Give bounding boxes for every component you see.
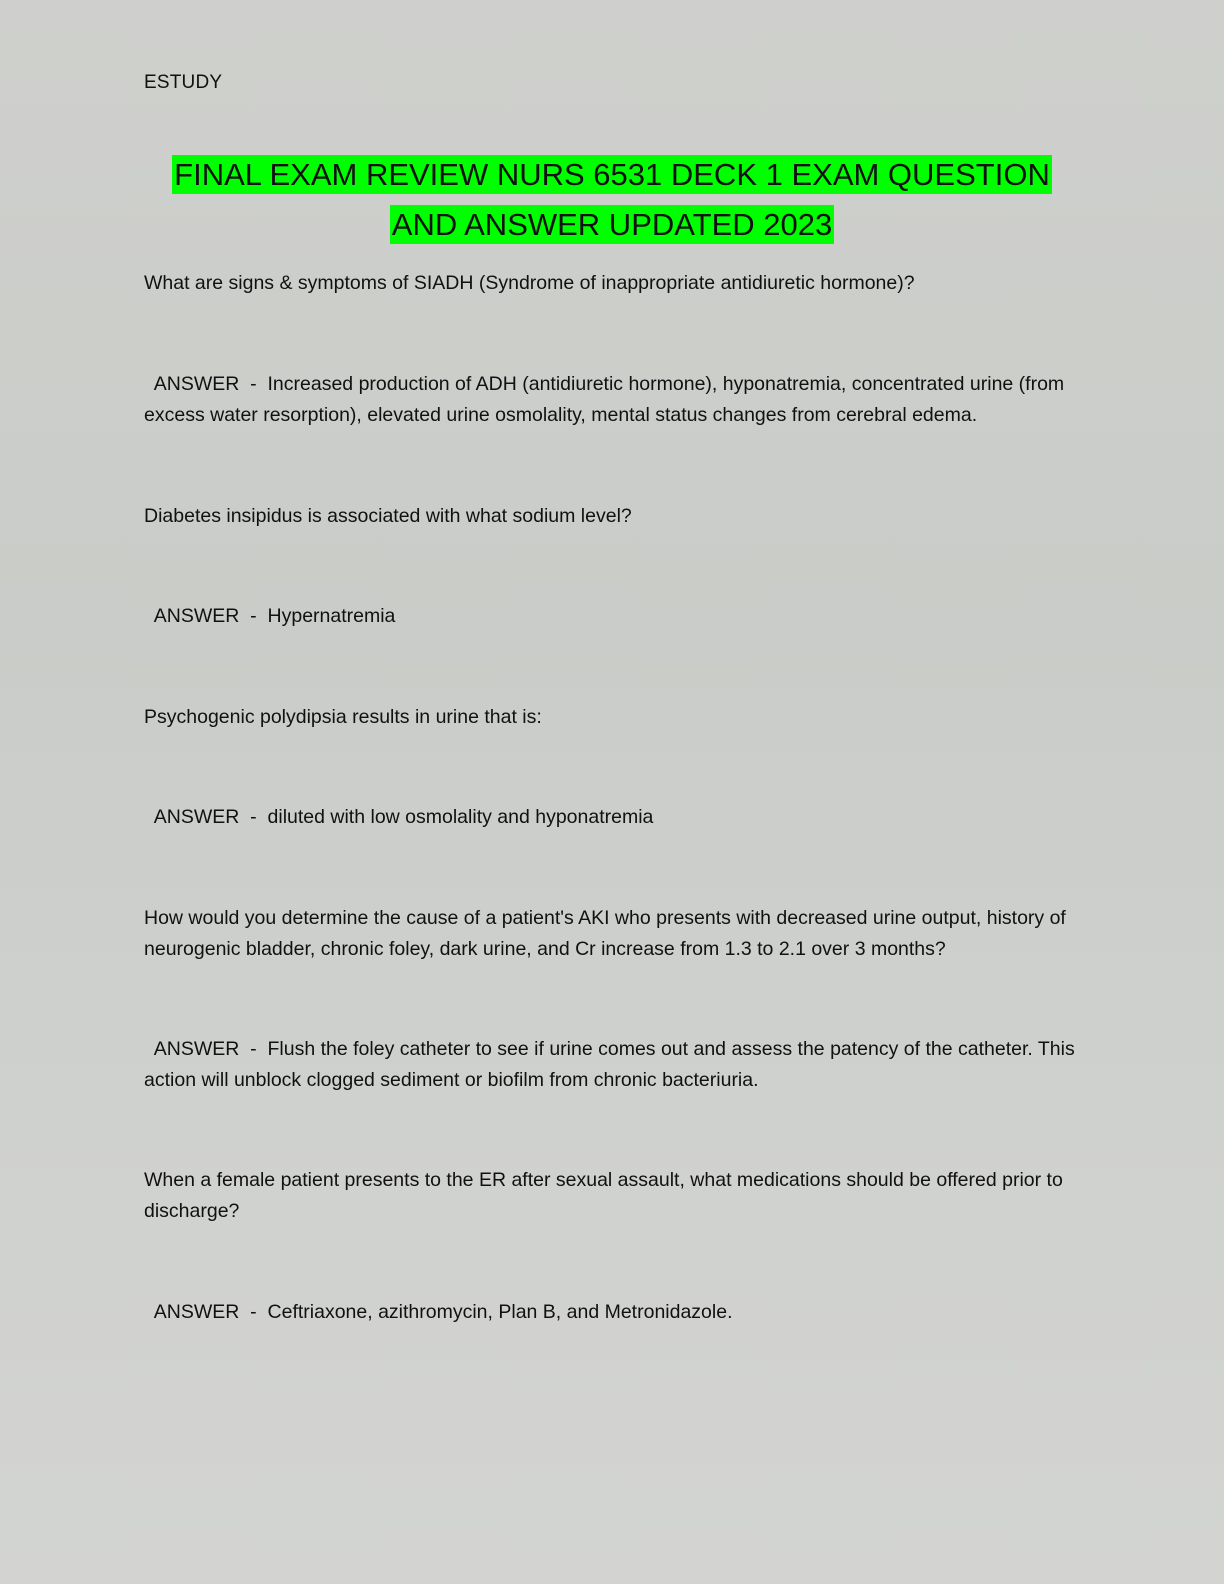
title-line-2: AND ANSWER UPDATED 2023 [391,207,833,242]
answer-2 [144,601,1094,632]
question-text: Psychogenic polydipsia results in urine that is: [144,706,542,728]
answer-label: ANSWER - [144,1038,268,1060]
answer-text: Hypernatremia [267,605,396,627]
document-title [144,150,1080,250]
answer-label: ANSWER - [144,605,268,627]
page-header: ESTUDY [144,72,223,93]
answer-text: Flush the foley catheter to see if urine comes out and assess the patency of the catheter. This action will unblock clogged sediment or biofilm from chronic bacteriuria. [144,1038,1075,1091]
answer-1 [144,369,1094,431]
question-5 [144,1165,1094,1227]
question-text: How would you determine the cause of a patient's AKI who presents with decreased urine output, history of neurogenic bladder, chronic foley, dark urine, and Cr increase from 1.3 to 2.1 over 3 months? [144,907,1066,960]
answer-label: ANSWER - [144,373,268,395]
question-1 [144,268,1094,299]
question-text: What are signs & symptoms of SIADH (Syndrome of inappropriate antidiuretic hormone)? [144,272,915,294]
answer-label: ANSWER - [144,1301,268,1323]
answer-4 [144,1034,1094,1096]
answer-5 [144,1297,1094,1328]
answer-label: ANSWER - [144,806,268,828]
question-4 [144,903,1094,965]
answer-text: Ceftriaxone, azithromycin, Plan B, and Metronidazole. [267,1301,733,1323]
question-2 [144,501,1094,532]
question-text: When a female patient presents to the ER after sexual assault, what medications should be offered prior to discharge? [144,1169,1063,1222]
answer-text: Increased production of ADH (antidiuretic hormone), hyponatremia, concentrated urine (from excess water resorption), elevated urine osmolality, mental status changes from cerebral edema. [144,373,1065,426]
question-3 [144,702,1094,733]
answer-3 [144,802,1094,833]
question-text: Diabetes insipidus is associated with what sodium level? [144,505,632,527]
answer-text: diluted with low osmolality and hyponatremia [267,806,654,828]
title-line-1: FINAL EXAM REVIEW NURS 6531 DECK 1 EXAM QUESTION [174,157,1050,192]
